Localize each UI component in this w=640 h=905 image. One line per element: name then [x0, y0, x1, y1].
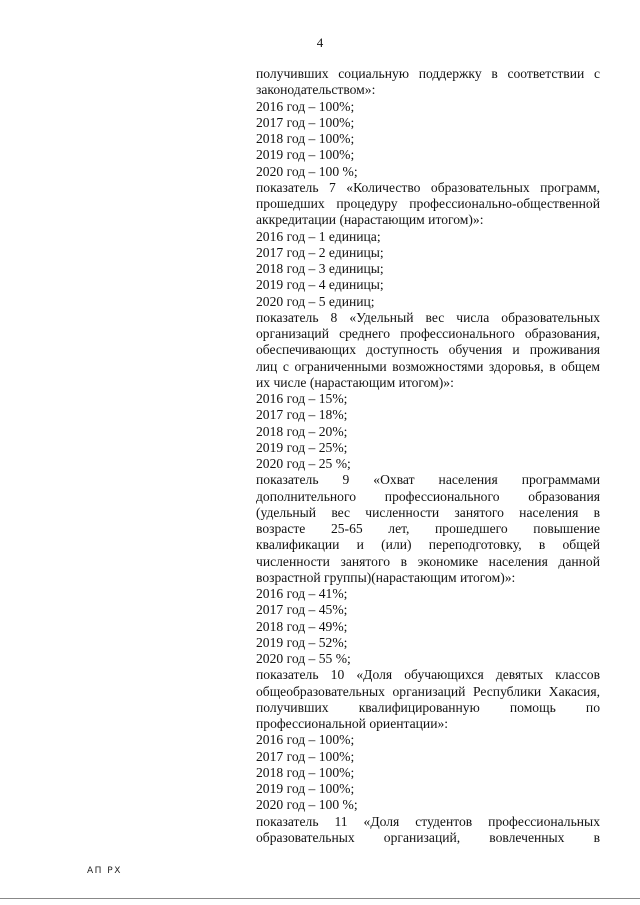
text-line: 2020 год – 25 %; [256, 456, 351, 471]
text-line: получивших социальную поддержку в соответствии с [256, 66, 600, 81]
text-line: 2016 год – 100%; [256, 98, 355, 114]
text-line: 2016 год – 1 единица; [256, 228, 381, 244]
text-line: образовательных организаций, вовлеченных в [256, 829, 600, 845]
text-line: численности занятого в экономике населения данной [256, 553, 600, 569]
text-line: показатель 8 «Удельный вес числа образовательных [256, 309, 600, 325]
text-line: 2019 год – 4 единицы; [256, 277, 384, 293]
text-line: общеобразовательных организаций Республики Хакасия, [256, 683, 600, 699]
text-line: 2018 год – 100%; [256, 764, 355, 780]
text-line: организаций среднего профессионального образования, [256, 326, 600, 341]
text-line: (удельный вес численности занятого населения в [256, 504, 600, 520]
text-line: 2017 год – 18%; [256, 407, 348, 423]
text-line: квалификации и (или) переподготовку, в общей [256, 537, 600, 553]
bottom-rule [0, 898, 640, 899]
text-line: 2016 год – 15%; [256, 391, 348, 406]
text-line: профессиональной ориентации»: [256, 716, 449, 731]
text-line: 2017 год – 100%; [256, 748, 355, 764]
text-line: 2018 год – 100%; [256, 131, 355, 146]
text-line: дополнительного профессионального образования [256, 488, 600, 504]
text-line: возрастной группы)(нарастающим итогом)»: [256, 569, 516, 585]
text-line: возрасте 25-65 лет, прошедшего повышение [256, 521, 600, 536]
text-line: 2016 год – 100%; [256, 732, 355, 748]
document-body [256, 66, 600, 846]
text-line: обеспечивающих доступность обучения и проживания [256, 342, 600, 358]
text-line: 2020 год – 5 единиц; [256, 293, 375, 309]
text-line: 2018 год – 49%; [256, 618, 348, 634]
text-line: 2017 год – 45%; [256, 602, 348, 618]
text-line: 2019 год – 100%; [256, 147, 355, 163]
text-line: лиц с ограниченными возможностями здоровья, в общем [256, 358, 600, 374]
text-line: показатель 7 «Количество образовательных программ, [256, 179, 600, 195]
text-line: 2019 год – 100%; [256, 781, 355, 796]
text-line: их числе (нарастающим итогом)»: [256, 374, 454, 390]
text-line: 2019 год – 25%; [256, 439, 348, 455]
text-line: 2020 год – 100 %; [256, 163, 358, 179]
page-number: 4 [316, 35, 324, 50]
text-line: 2019 год – 52%; [256, 634, 348, 650]
text-line: 2020 год – 100 %; [256, 797, 358, 813]
text-line: показатель 11 «Доля студентов профессиональных [256, 813, 600, 829]
text-line: показатель 10 «Доля обучающихся девятых классов [256, 667, 600, 683]
text-line: 2020 год – 55 %; [256, 651, 351, 666]
footer-mark: АП РХ [87, 866, 122, 876]
text-line: 2017 год – 100%; [256, 114, 355, 130]
text-line: 2018 год – 20%; [256, 423, 348, 439]
text-line: 2018 год – 3 единицы; [256, 261, 384, 276]
text-line: аккредитации (нарастающим итогом)»: [256, 212, 484, 228]
text-line: 2016 год – 41%; [256, 586, 348, 601]
text-line: прошедших процедуру профессионально-общественной [256, 196, 600, 211]
text-line: 2017 год – 2 единицы; [256, 244, 384, 260]
text-line: законодательством»: [256, 82, 376, 98]
text-line: показатель 9 «Охват населения программами [256, 472, 600, 488]
text-line: получивших квалифицированную помощь по [256, 699, 600, 715]
